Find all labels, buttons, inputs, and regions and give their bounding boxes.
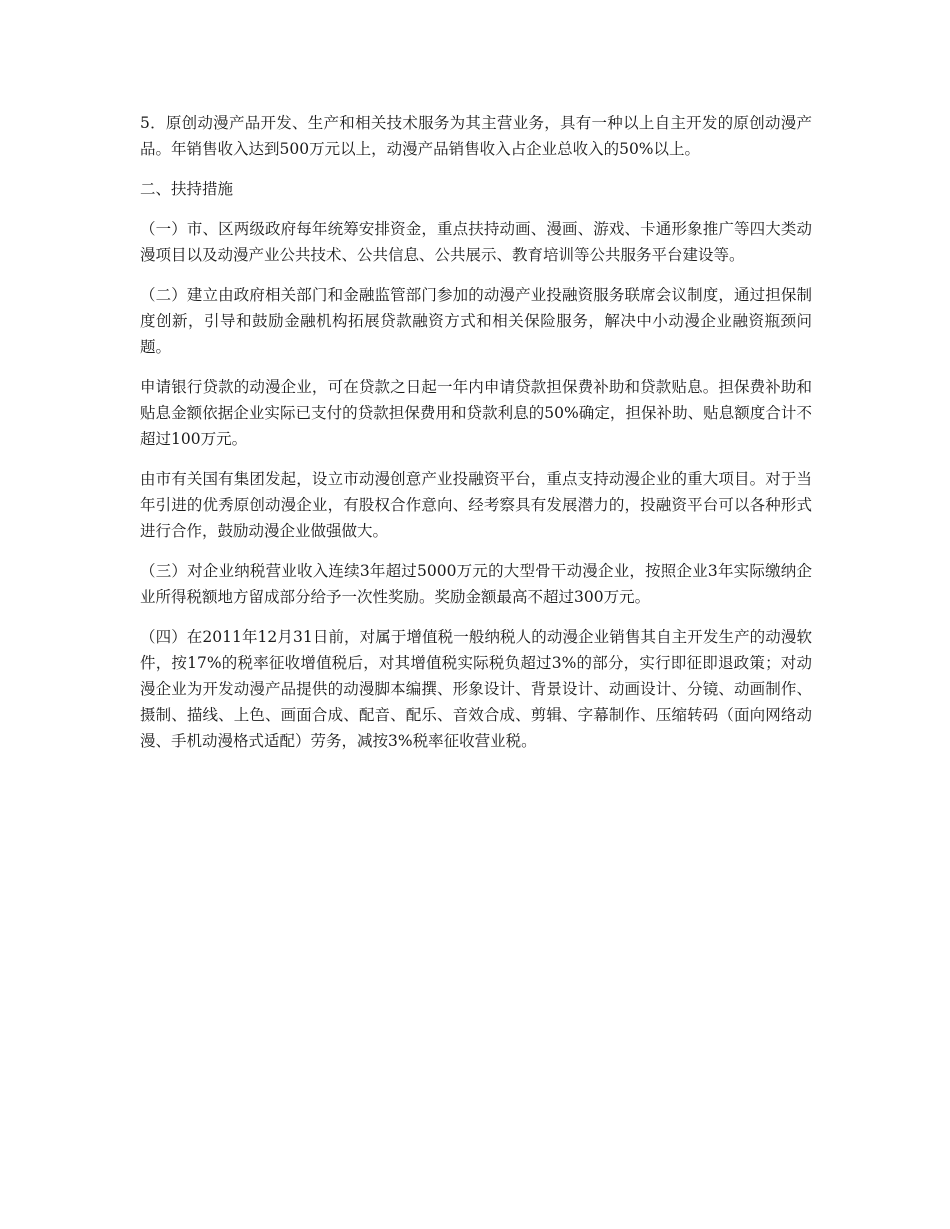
paragraph-measure-4: （四）在2011年12月31日前，对属于增值税一般纳税人的动漫企业销售其自主开发生产的动漫软件，按17%的税率征收增值税后，对其增值税实际税负超过3%的部分，实行即征即退政策；对动漫企业为开发动漫产品提供的动漫脚本编撰、形象设计、背景设计、动画设计、分镜、动画制作、摄制、描线、上色、画面合成、配音、配乐、音效合成、剪辑、字幕制作、压缩转码（面向网络动漫、手机动漫格式适配）劳务，减按3%税率征收营业税。 [140, 628, 812, 750]
section-heading-support-measures: 二、扶持措施 [140, 180, 234, 198]
paragraph-measure-1: （一）市、区两级政府每年统筹安排资金，重点扶持动画、漫画、游戏、卡通形象推广等四大类动漫项目以及动漫产业公共技术、公共信息、公共展示、教育培训等公共服务平台建设等。 [140, 220, 812, 264]
paragraph-measure-2: （二）建立由政府相关部门和金融监管部门参加的动漫产业投融资服务联席会议制度，通过担保制度创新，引导和鼓励金融机构拓展贷款融资方式和相关保险服务，解决中小动漫企业融资瓶颈问题。 [140, 286, 812, 356]
paragraph-investment-platform: 由市有关国有集团发起，设立市动漫创意产业投融资平台，重点支持动漫企业的重大项目。对于当年引进的优秀原创动漫企业，有股权合作意向、经考察具有发展潜力的，投融资平台可以各种形式进行合作，鼓励动漫企业做强做大。 [140, 470, 812, 540]
document-page [140, 110, 812, 768]
paragraph-bank-loan: 申请银行贷款的动漫企业，可在贷款之日起一年内申请贷款担保费补助和贷款贴息。担保费补助和贴息金额依据企业实际已支付的贷款担保费用和贷款利息的50%确定，担保补助、贴息额度合计不超过100万元。 [140, 378, 812, 448]
paragraph-criteria-5: 5．原创动漫产品开发、生产和相关技术服务为其主营业务，具有一种以上自主开发的原创动漫产品。年销售收入达到500万元以上，动漫产品销售收入占企业总收入的50%以上。 [140, 114, 812, 158]
paragraph-measure-3: （三）对企业纳税营业收入连续3年超过5000万元的大型骨干动漫企业，按照企业3年实际缴纳企业所得税额地方留成部分给予一次性奖励。奖励金额最高不超过300万元。 [140, 562, 812, 606]
